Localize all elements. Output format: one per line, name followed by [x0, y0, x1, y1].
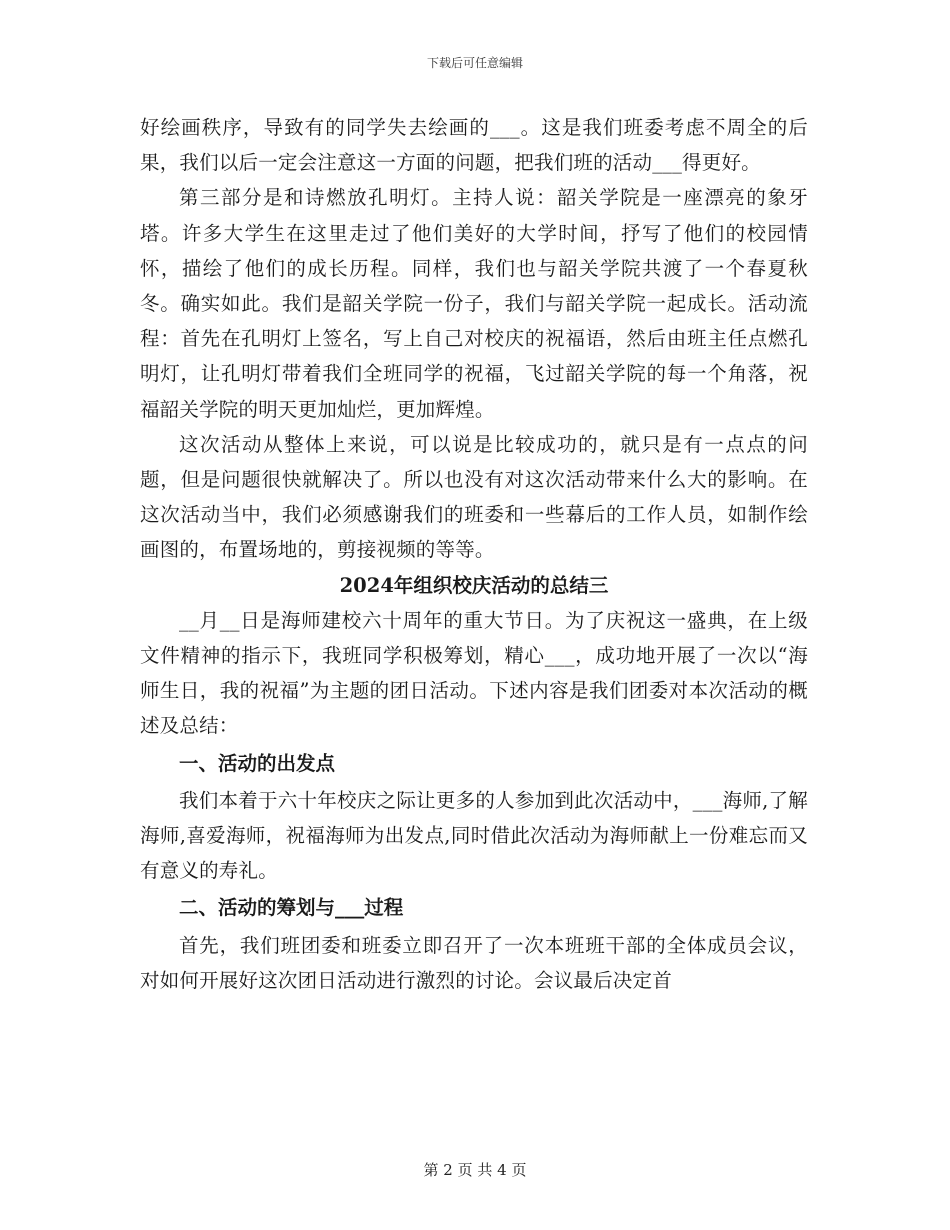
section-title: 2024年组织校庆活动的总结三 [339, 573, 609, 597]
heading-starting-point: 一、活动的出发点 [179, 751, 336, 775]
document-body [140, 110, 808, 998]
paragraph-6: 首先，我们班团委和班委立即召开了一次本班班干部的全体成员会议，对如何开展好这次团日活动进行激烈的讨论。会议最后决定首 [140, 933, 808, 992]
paragraph-4: __月__日是海师建校六十周年的重大节日。为了庆祝这一盛典，在上级文件精神的指示下，我班同学积极筹划，精心___，成功地开展了一次以“海师生日，我的祝福”为主题的团日活动。下述内容是我们团委对本次活动的概述及总结： [140, 608, 808, 738]
paragraph-3: 这次活动从整体上来说，可以说是比较成功的，就只是有一点点的问题，但是问题很快就解决了。所以也没有对这次活动带来什么大的影响。在这次活动当中，我们必须感谢我们的班委和一些幕后的工作人员，如制作绘画图的，布置场地的，剪接视频的等等。 [140, 432, 808, 562]
paragraph-5: 我们本着于六十年校庆之际让更多的人参加到此次活动中，___海师,了解海师,喜爱海师，祝福海师为出发点,同时借此次活动为海师献上一份难忘而又有意义的寿礼。 [140, 788, 808, 883]
page-footer: 第 2 页 共 4 页 [423, 1161, 527, 1179]
paragraph-2: 第三部分是和诗燃放孔明灯。主持人说：韶关学院是一座漂亮的象牙塔。许多大学生在这里走过了他们美好的大学时间，抒写了他们的校园情怀，描绘了他们的成长历程。同样，我们也与韶关学院共渡了一个春夏秋冬。确实如此。我们是韶关学院一份子，我们与韶关学院一起成长。活动流程：首先在孔明灯上签名，写上自己对校庆的祝福语，然后由班主任点燃孔明灯，让孔明灯带着我们全班同学的祝福，飞过韶关学院的每一个角落，祝福韶关学院的明天更加灿烂，更加辉煌。 [140, 186, 808, 421]
page-header: 下载后可任意编辑 [426, 56, 523, 70]
heading-planning-process: 二、活动的筹划与___过程 [179, 896, 404, 920]
paragraph-1: 好绘画秩序，导致有的同学失去绘画的___。这是我们班委考虑不周全的后果，我们以后一定会注意这一方面的问题，把我们班的活动___得更好。 [140, 116, 808, 175]
